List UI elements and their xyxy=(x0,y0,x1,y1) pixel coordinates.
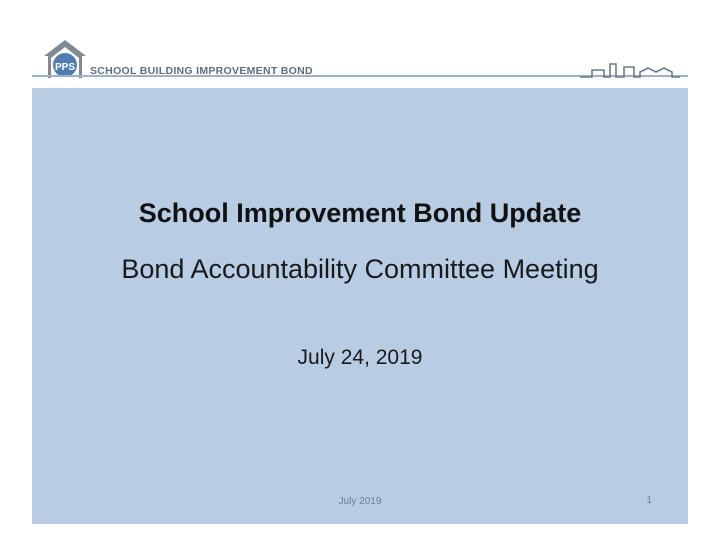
header-title: SCHOOL BUILDING IMPROVEMENT BOND xyxy=(90,65,313,77)
slide-header xyxy=(32,30,688,88)
slide xyxy=(32,30,688,524)
footer-date: July 2019 xyxy=(338,496,382,507)
logo-text: PPS xyxy=(54,62,76,73)
slide-title: School Improvement Bond Update xyxy=(138,198,582,228)
skyline-icon xyxy=(580,58,680,80)
slide-date: July 24, 2019 xyxy=(297,346,423,369)
pps-logo-icon xyxy=(40,36,90,80)
slide-subtitle: Bond Accountability Committee Meeting xyxy=(121,254,599,284)
slide-number: 1 xyxy=(646,495,652,506)
